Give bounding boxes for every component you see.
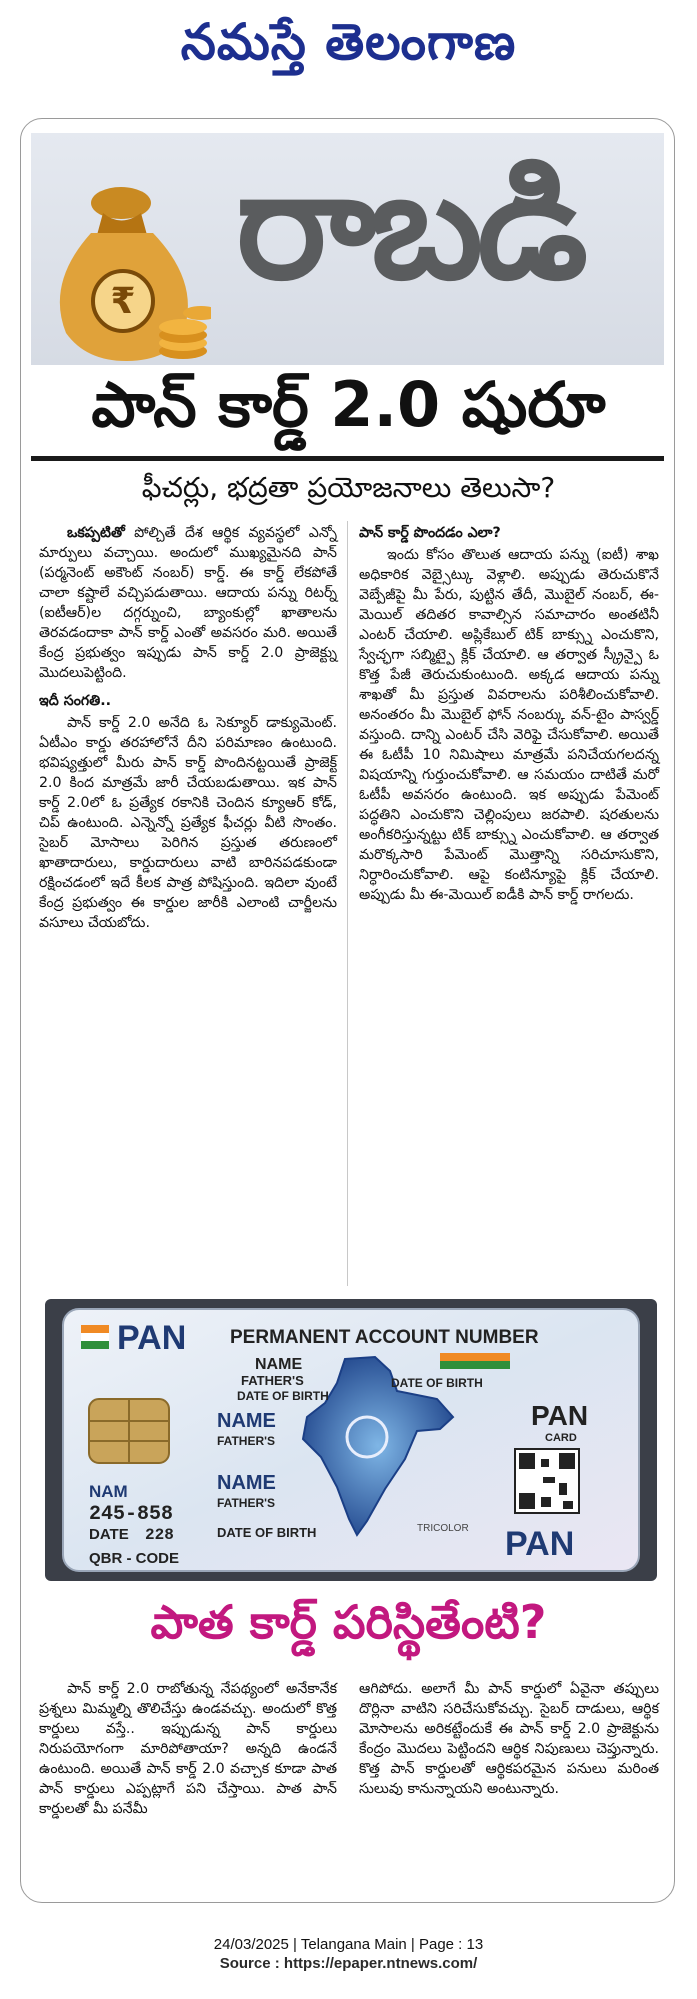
label-fathers-top: FATHER'S xyxy=(241,1373,304,1388)
banner-word: రాబడి xyxy=(236,139,583,313)
label-name-low: NAME xyxy=(217,1472,276,1494)
pan-card-illustration xyxy=(45,1299,657,1581)
card-title: PERMANENT ACCOUNT NUMBER xyxy=(230,1327,539,1348)
masthead xyxy=(0,0,697,95)
column-3 xyxy=(39,1679,337,1821)
col1-paragraph-2: పాన్ కార్డ్ 2.0 అనేది ఓ సెక్యూర్ డాక్యుమెంట్. ఏటీఎం కార్డు తరహాలోనే దీని పరిమాణం ఉంటుంది. భవిష్యత్తులో మీరు పాన్ కార్డ్ పొందినట్టయితే ప్రాజెక్ట్ 2.0 కింద మాత్రమే జారీ చేయబడుతాయి. ఇక పాన్ కార్డ్ 2.0లో ఓ ప్రత్యేక రకానికి చెందిన క్యూఆర్ కోడ్, చిప్ ఉంటుంది. ఎన్నెన్నో ప్రత్యేక ఫీచర్లు వీటి సొంతం. సైబర్ మోసాలు పెరిగిన ప్రస్తుత తరుణంలో ఖాతాదారులు, కార్డుదారులు వాటి బారినపడకుండా రక్షించడంలో ఇదే కీలక పాత్ర పోషిస్తుంది. ఇదిలా వుంటే కేంద్ర ప్రభుత్వం ఈ కార్డుల జారీకి ఎలాంటి చార్జీలను వసూలు చేయబోదు. xyxy=(39,715,337,931)
label-fathers-low: FATHER'S xyxy=(217,1496,275,1510)
section-heading-old-card: పాత కార్డ్ పరిస్థితేంటి? xyxy=(150,1595,547,1649)
banner xyxy=(31,133,664,365)
label-dob-low: DATE OF BIRTH xyxy=(217,1525,317,1540)
label-dob-top: DATE OF BIRTH xyxy=(237,1389,329,1403)
headline: పాన్ కార్డ్ 2.0 షురూ xyxy=(91,368,606,441)
col3-paragraph-1: పాన్ కార్డ్ 2.0 రాబోతున్న నేపథ్యంలో అనేకానేక ప్రశ్నలు మిమ్మల్ని తొలిచేస్తు ఉండవచ్చు. అందులో కొత్త కార్డులు వస్తే.. ఇప్పుడున్న పాన్ కార్డులు నిరుపయోగంగా మారిపోతాయా? అన్నది ఉండనే ఉంటుంది. అయితే పాన్ కార్డ్ 2.0 వచ్చాక కూడా పాత పాన్ కార్డులు ఎప్పట్లాగే పని చేస్తాయి. పాత పాన్ కార్డులతో మీ పనేమీ xyxy=(39,1681,337,1817)
article-box xyxy=(20,118,675,1903)
column-1 xyxy=(39,523,337,935)
label-date: DATE xyxy=(89,1526,129,1543)
label-fathers-mid: FATHER'S xyxy=(217,1434,275,1448)
rupee-symbol: ₹ xyxy=(110,281,136,322)
footer-dateline: 24/03/2025 | Telangana Main | Page : 13 xyxy=(213,1936,484,1953)
newspaper-title: నమస్తే తెలంగాణ xyxy=(180,11,517,71)
qr-code-icon xyxy=(515,1449,579,1513)
subheadline: ఫీచర్లు, భద్రతా ప్రయోజనాలు తెలుసా? xyxy=(141,471,556,504)
card-bottom-logo: PAN xyxy=(505,1525,575,1563)
column-divider xyxy=(347,521,348,1286)
column-2 xyxy=(359,523,659,907)
label-tricolor: TRICOLOR xyxy=(417,1523,469,1534)
money-bag-icon xyxy=(51,173,211,363)
label-qr-code: QBR - CODE xyxy=(89,1550,179,1567)
col4-paragraph-1: ఆగిపోదు. అలాగే మీ పాన్ కార్డులో ఏవైనా తప్పులు దొర్లినా వాటిని సరిచేసుకోవచ్చు. సైబర్ దాడులు, ఆర్థిక మోసాలను అరికట్టేందుకే ఈ పాన్ కార్డ్ 2.0 ప్రాజెక్టును కేంద్రం మొదలు పెట్టిందని ఆర్థిక నిపుణులు చెప్తున్నారు. కొత్త పాన్ కార్డులతో ఆర్థికపరమైన పనులు మరింత సులువు కానున్నాయని అంటున్నారు. xyxy=(359,1681,659,1797)
col2-sidehead: పాన్ కార్డ్ పొందడం ఎలా? xyxy=(359,525,501,541)
col2-paragraph-1: ఇందు కోసం తొలుత ఆదాయ పన్ను (ఐటీ) శాఖ అధికారిక వెబ్సైట్కు వెళ్లాలి. అప్పుడు తెరుచుకొనే వెబ్పేజీపై మీ పేరు, పుట్టిన తేదీ, మొబైల్ నంబర్, ఈ-మెయిల్ తదితర కావాల్సిన సమాచారం అంతటినీ ఎంటర్ చేయాలి. అప్లికేబుల్ టిక్ బాక్స్ను ఎంచుకొని, స్వేచ్ఛగా సబ్మిట్పై క్లిక్ చేయాలి. ఆ తర్వాత స్క్రీన్పై ఓ కొత్త పేజీ తెరుచుకుంటుంది. అక్కడ ఆదాయ పన్ను శాఖతో మీ ప్రస్తుత వివరాలను పరిశీలించుకోవాలి. అనంతరం మీ మొబైల్ ఫోన్ నంబర్కు వన్-టైం పాస్వర్డ్ వస్తుంది. దాన్ని ఎంటర్ చేసి వెరిఫై చేసుకోవాలి. అయితే ఈ ఓటీపీ 10 నిమిషాలు మాత్రమే పనిచేయగలదన్న విషయాన్ని గుర్తుంచుకోవాలి. ఆ సమయం దాటితే మరో ఓటీపీ అవసరం ఉంటుంది. ఇక అప్పుడు పేమెంట్ పద్ధతిని ఎంచుకొని చెల్లింపులు జరపాలి. షరతులను అంగీకరిస్తున్నట్టు టిక్ బాక్స్ను ఎంచుకోవాలి. ఆ తర్వాత మరొక్కసారి పేమెంట్ మొత్తాన్ని సరిచూసుకొని, నిర్ధారించుకోవాలి. ఆపై కంటిన్యూపై క్లిక్ చేయాలి. అప్పుడు మీ ఈ-మెయిల్ ఐడీకి పాన్ కార్డ్ రాగలదు. xyxy=(359,547,659,903)
headline-rule xyxy=(31,456,664,461)
col1-sidehead: ఇదీ సంగతి.. xyxy=(39,693,112,709)
card-tag: PAN xyxy=(531,1400,589,1431)
card-tag-sub: CARD xyxy=(545,1432,577,1444)
column-4 xyxy=(359,1679,659,1801)
label-name-top: NAME xyxy=(255,1356,303,1373)
col1-paragraph-1 xyxy=(39,523,337,683)
label-name-mid: NAME xyxy=(217,1410,276,1432)
flag-saffron xyxy=(81,1325,109,1333)
date-value: 228 xyxy=(145,1526,174,1544)
card-logo: PAN xyxy=(117,1319,187,1357)
label-nam: NAM xyxy=(89,1482,128,1501)
card-number: 245-858 xyxy=(89,1503,174,1526)
col1-lead: ఒకప్పటితో xyxy=(67,525,125,541)
label-dob-right: DATE OF BIRTH xyxy=(391,1376,483,1390)
footer-source: Source : https://epaper.ntnews.com/ xyxy=(219,1955,478,1972)
col1-p1-text: పోల్చితే దేశ ఆర్థిక వ్యవస్థలో ఎన్నో మార్పులు వచ్చాయి. అందులో ముఖ్యమైనది పాన్ (పర్మనెంట్ అకౌంట్ నంబర్) కార్డ్. ఈ కార్డ్ లేకపోతే చాలా కష్టాలే వచ్చిపడుతాయి. ఆదాయ పన్ను రిటర్న్ (ఐటీఆర్)ల దగ్గర్నుంచి, బ్యాంకుల్లో ఖాతాలను తెరవడందాకా పాన్ కార్డ్ ఎంతో అవసరం మరి. అయితే కేంద్ర ప్రభుత్వం ఇప్పుడు పాన్ కార్డ్ 2.0 ప్రాజెక్ట్ను మొదలుపెట్టింది. xyxy=(39,525,337,681)
footer xyxy=(0,1935,697,1973)
